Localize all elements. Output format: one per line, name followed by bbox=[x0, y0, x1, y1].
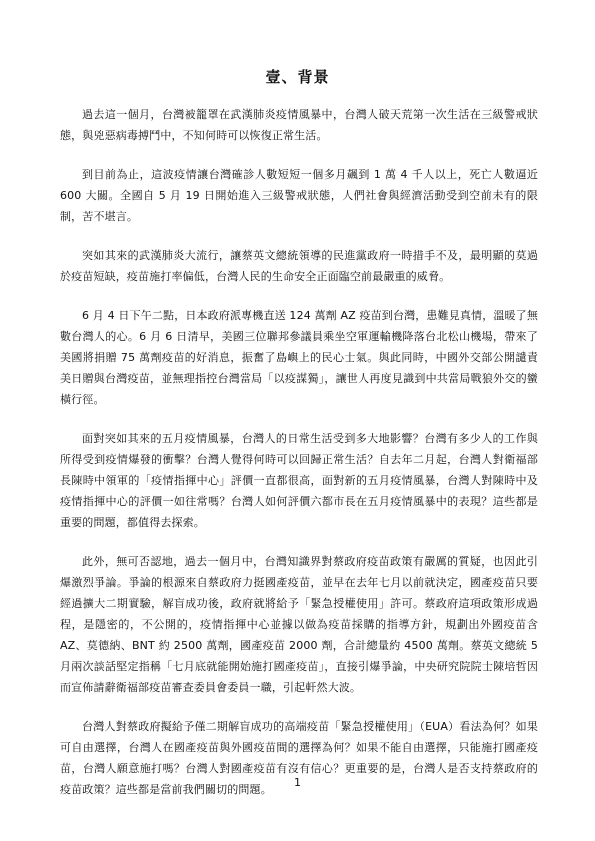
paragraph: 過去這一個月，台灣被籠罩在武漢肺炎疫情風暴中，台灣人破天荒第一次生活在三級警戒狀態，與兇惡病毒搏鬥中，不知何時可以恢復正常生活。 bbox=[60, 108, 538, 142]
paragraph: 到目前為止，這波疫情讓台灣確診人數短短一個多月飆到 1 萬 4 千人以上，死亡人數逼近 600 大關。全國自 5 月 19 日開始進入三級警戒狀態，人們社會與經濟活動受到空前未有的限制，苦不堪言。 bbox=[60, 168, 538, 223]
paragraph: 6 月 4 日下午二點，日本政府派專機直送 124 萬劑 AZ 疫苗到台灣，患難見真情，溫暖了無數台灣人的心。6 月 6 日清早，美國三位聯邦參議員乘坐空軍運輸機降落台北松山機場，帶來了美國將捐贈 75 萬劑疫苗的好消息，振奮了島嶼上的民心士氣。與此同時，中國外交部公開譴責美日贈與台灣疫苗，並無理指控台灣當局「以疫謀獨」，讓世人再度見識到中共當局戰狼外交的蠻橫行徑。 bbox=[60, 309, 538, 406]
paragraph: 面對突如其來的五月疫情風暴，台灣人的日常生活受到多大地影響？台灣有多少人的工作與所得受到疫情爆發的衝擊？台灣人覺得何時可以回歸正常生活？自去年二月起，台灣人對衛福部長陳時中領軍的「疫情指揮中心」評價一直都很高，面對新的五月疫情風暴，台灣人對陳時中及疫情指揮中心的評價一如往常嗎？台灣人如何評價六都市長在五月疫情風暴中的表現？這些都是重要的問題，都值得去探索。 bbox=[60, 432, 538, 529]
paragraph: 突如其來的武漢肺炎大流行，讓蔡英文總統領導的民進黨政府一時措手不及，最明顯的莫過於疫苗短缺，疫苗施打率偏低，台灣人民的生命安全正面臨空前最嚴重的威脅。 bbox=[60, 249, 538, 283]
document-body bbox=[60, 104, 538, 818]
page-title: 壹、背景 bbox=[265, 68, 330, 86]
paragraph: 此外，無可否認地，過去一個月中，台灣知識界對蔡政府疫苗政策有嚴厲的質疑，也因此引爆激烈爭論。爭論的根源來自蔡政府力挺國產疫苗，並早在去年七月以前就決定，國產疫苗只要經過擴大二期實驗，解盲成功後，政府就將給予「緊急授權使用」許可。蔡政府這項政策形成過程，是隱密的，不公開的，疫情指揮中心並據以做為疫苗採購的指導方針，規劃出外國疫苗含 AZ、莫德納、BNT 約 2500 萬劑，國產疫苗 2000 劑，合計總量約 4500 萬劑。蔡英文總統 5 月兩次談話堅定指稱「七月底就能開始施打國產疫苗」，直接引爆爭論，中央研究院院士陳培哲因而宣佈請辭衛福部疫苗審查委員會委員一職，引起軒然大波。 bbox=[60, 555, 538, 694]
paragraph: 台灣人對蔡政府擬給予僅二期解盲成功的高端疫苗「緊急授權使用」（EUA）看法為何？如果可自由選擇，台灣人在國產疫苗與外國疫苗間的選擇為何？如果不能自由選擇，只能施打國產疫苗，台灣人願意施打嗎？台灣人對國產疫苗有沒有信心？更重要的是，台灣人是否支持蔡政府的疫苗政策？這些都是當前我們關切的問題。 bbox=[60, 720, 538, 796]
page-number: 1 bbox=[294, 776, 301, 789]
